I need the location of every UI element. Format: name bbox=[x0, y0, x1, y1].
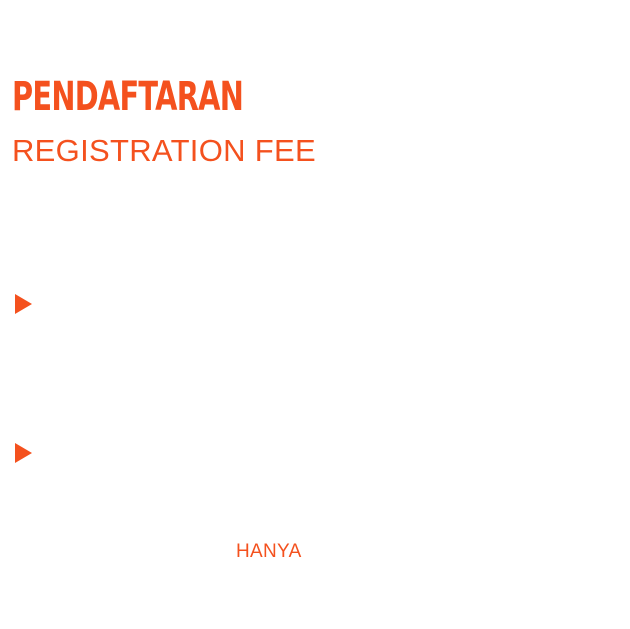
page-subtitle: REGISTRATION FEE bbox=[12, 133, 316, 168]
price-prefix-label: HANYA bbox=[236, 541, 302, 562]
bullet-play-icon bbox=[15, 443, 32, 463]
page-title: PENDAFTARAN bbox=[12, 74, 244, 120]
bullet-play-icon bbox=[15, 294, 32, 314]
